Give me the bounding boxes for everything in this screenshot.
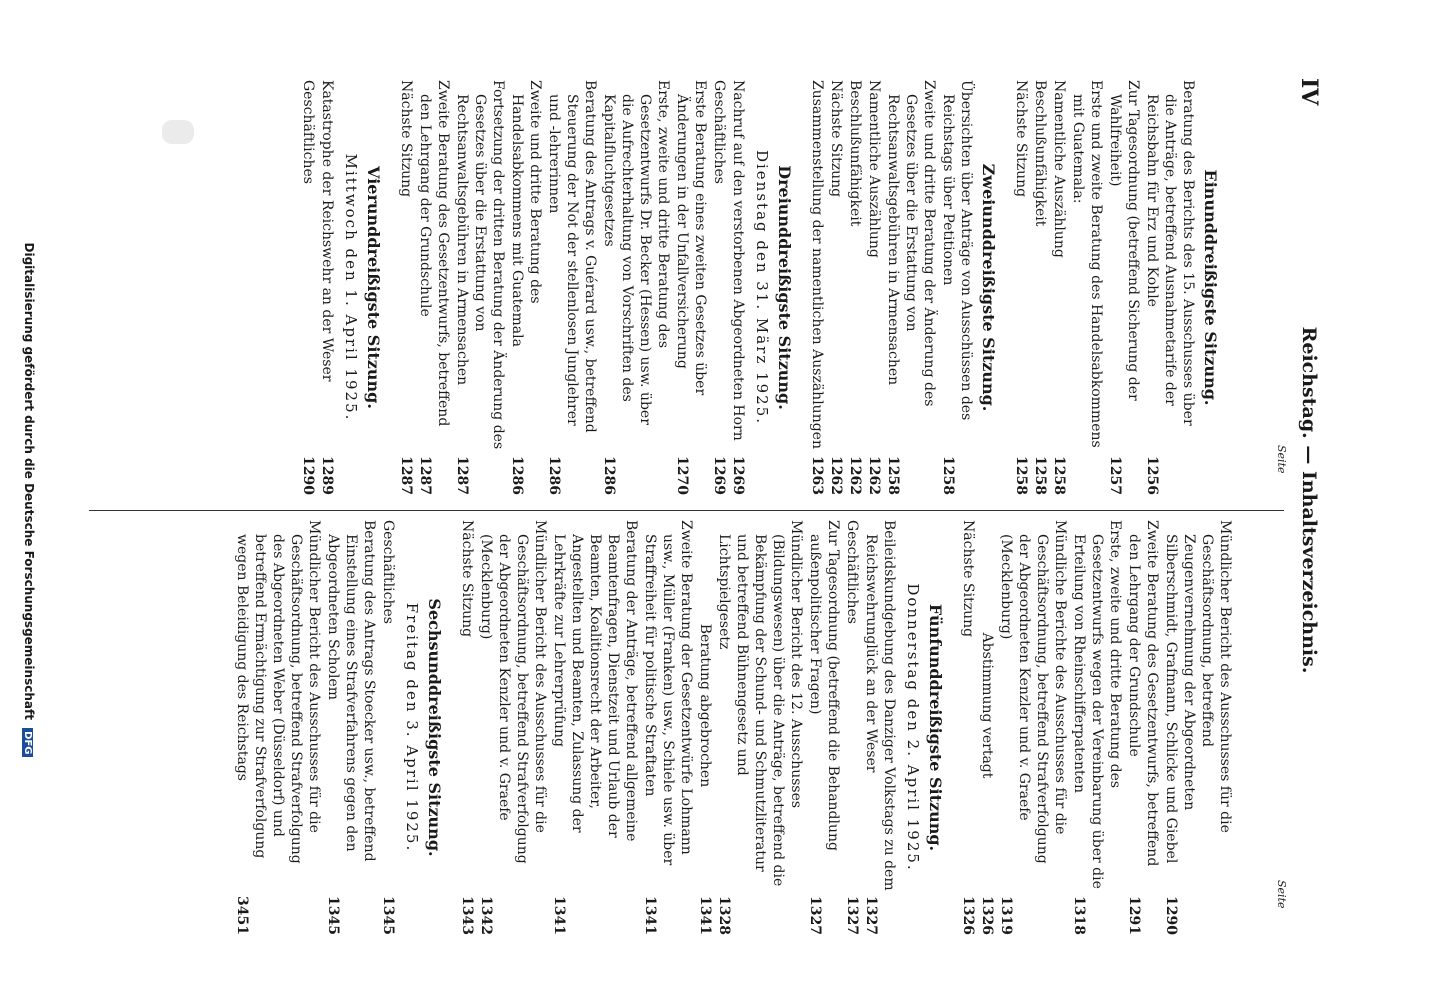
session-title: Zweiunddreißigste Sitzung. [979, 163, 998, 412]
entry-text: Nächste Sitzung [828, 80, 844, 198]
toc-entry [1069, 80, 1105, 495]
entry-page: 1287 [454, 456, 470, 495]
session-date: Dienstag den 31. März 1925. [753, 149, 771, 425]
entry-page: 1291 [1126, 896, 1142, 935]
entry-text: Geschäftliches [844, 520, 860, 624]
entry-page: 1258 [1013, 456, 1029, 495]
entry-text: Geschäftliches [300, 80, 316, 184]
entry-text: Erste Beratung eines zweiten Gesetzes über Änderungen in der Unfallversicherung [674, 80, 708, 396]
column-divider [89, 510, 1284, 511]
entry-text: Mündlicher Bericht des Ausschusses für die Geschäftsordnung, betreffend Zeugenvernehmung der Abgeordneten Silberschmidt, Grafmann, Schlicke und Giebel [1163, 520, 1233, 864]
session-date: Mittwoch den 1. April 1925. [342, 153, 360, 422]
toc-entry [729, 80, 747, 495]
entry-page: 1263 [809, 456, 825, 495]
entry-page: 1258 [1051, 456, 1067, 495]
entry-text: Erste, zweite und dritte Beratung des Gesetzentwurfs wegen der Vereinbarung über die Erteilung von Rheinschifferpatenten [1071, 520, 1123, 889]
entry-page: 1262 [866, 456, 882, 495]
entry-page: 1328 [716, 896, 732, 935]
entry-page: 1286 [601, 456, 617, 495]
entry-page: 1290 [1163, 896, 1179, 935]
toc-entry [1162, 520, 1234, 935]
entry-page: 1326 [979, 896, 995, 935]
entry-text: Namentliche Auszählung [866, 80, 882, 258]
entry-page: 1258 [940, 456, 956, 495]
entry-text: Katastrophe der Reichswehr an der Weser [319, 80, 335, 382]
session-title: Fünfunddreißigste Sitzung. [926, 603, 945, 852]
entry-text: Zweite Beratung des Gesetzentwurfs, betreffend den Lehrgang der Grundschule [417, 80, 451, 427]
toc-entry [978, 520, 996, 935]
entry-text: Beratung des Antrags Stoecker usw., betreffend Einstellung eines Strafverfahrens gegen den Abgeordneten Scholem [325, 520, 377, 862]
entry-page: 1345 [325, 896, 341, 935]
session-title: Sechsunddreißigste Sitzung. [425, 598, 444, 857]
entry-page: 1289 [319, 456, 335, 495]
entry-text: Beschlußunfähigkeit [1032, 80, 1048, 227]
toc-entry [1070, 520, 1124, 935]
toc-entry [1125, 520, 1161, 935]
toc-entry [324, 520, 378, 935]
entry-text: Beratung des Antrags v. Guérard usw., betreffend Steuerung der Not der stellenlosen Junglehrer und -lehrerinnen [546, 80, 598, 433]
entry-page: 1327 [863, 896, 879, 935]
entry-page: 1341 [551, 896, 567, 935]
entry-text: Beratung des Berichts des 15. Ausschusses über die Anträge, betreffend Ausnahmetarife der Reichsbahn für Erz und Kohle [1144, 80, 1196, 426]
entry-page: 1327 [844, 896, 860, 935]
toc-entry [843, 520, 861, 935]
session-title: Einunddreißigste Sitzung. [1201, 169, 1220, 406]
entry-page: 1326 [960, 896, 976, 935]
entry-page: 1287 [398, 456, 414, 495]
paper-stain [162, 120, 194, 144]
toc-entry [939, 80, 975, 495]
toc-entry [696, 520, 714, 935]
toc-entry [545, 80, 599, 495]
toc-entry [550, 520, 640, 935]
entry-note: Abstimmung vertagt [979, 632, 995, 779]
toc-entry [827, 80, 845, 495]
entry-page: 1341 [697, 896, 713, 935]
toc-entry [1012, 80, 1030, 495]
toc-entry [477, 520, 549, 935]
entry-page: 1269 [711, 456, 727, 495]
toc-entry [318, 80, 336, 495]
entry-text: Zweite und dritte Beratung des Handelsabkommens mit Guatemala [509, 80, 543, 347]
toc-entry [808, 80, 826, 495]
entry-page: 1342 [478, 896, 494, 935]
entry-page: 1319 [998, 896, 1014, 935]
entry-text: Nächste Sitzung [960, 520, 976, 638]
entry-text: Nächste Sitzung [398, 80, 414, 198]
entry-text: Nächste Sitzung [459, 520, 475, 638]
entry-page: 1286 [509, 456, 525, 495]
entry-page: 1257 [1107, 456, 1123, 495]
toc-entry [233, 520, 323, 935]
entry-text: Mündlicher Bericht des 12. Ausschusses (Bildungswesen) über die Anträge, betreffend die Bekämpfung der Schund- und Schmutzliteratur und betreffend Bühnengesetz und Lichtspielgesetz [716, 520, 804, 887]
entry-text: Zweite Beratung des Gesetzentwurfs, betreffend den Lehrgang der Grundschule [1126, 520, 1160, 867]
seite-label-left: Seite [1275, 445, 1288, 474]
session-date: Freitag den 3. April 1925. [403, 602, 421, 853]
toc-entry [884, 80, 938, 495]
session-title: Dreiunddreißigste Sitzung. [775, 165, 794, 410]
entry-page: 3451 [234, 896, 250, 935]
entry-text: Beratung der Anträge, betreffend allgemeine Beamtenfragen, Dienstzeit und Urlaub der Beamten, Koalitionsrecht der Arbeiter, Angestellten und Beamten, Zulassung der Lehrkräfte zur Lehrerprüfung [551, 520, 639, 842]
entry-text: Mündliche Berichte des Ausschusses für die Geschäftsordnung, betreffend Strafverfolgung der Abgeordneten Kenzler und v. Graefe (Mecklenburg) [998, 520, 1068, 864]
entry-text: Beileidskundgebung des Danziger Volkstags zu dem Reichswehrunglück an der Weser [863, 520, 897, 891]
toc-entry [715, 520, 805, 935]
toc-entry [416, 80, 452, 495]
toc-entry [397, 80, 415, 495]
entry-page: 1256 [1144, 456, 1160, 495]
toc-entry [997, 520, 1069, 935]
right-column [232, 520, 1234, 935]
entry-text: Geschäftliches [711, 80, 727, 184]
entry-text: Beschlußunfähigkeit [847, 80, 863, 227]
entry-page: 1269 [730, 456, 746, 495]
dfg-logo: DFG [22, 728, 33, 757]
page-header [1275, 0, 1322, 1000]
seite-label-right: Seite [1275, 880, 1288, 909]
footer-text: Digitalisierung gefördert durch die Deutsche Forschungsgemeinschaft [22, 242, 36, 720]
entry-page: 1345 [380, 896, 396, 935]
toc-entry [865, 80, 883, 495]
toc-entry [600, 80, 672, 495]
entry-text: Übersichten über Anträge von Ausschüssen des Reichstags über Petitionen [940, 80, 974, 421]
entry-page: 1343 [459, 896, 475, 935]
entry-page: 1327 [807, 896, 823, 935]
entry-text: Zusammenstellung der namentlichen Auszählungen [809, 80, 825, 449]
toc-entry [806, 520, 842, 935]
entry-text: Mündlicher Bericht des Ausschusses für die Geschäftsordnung, betreffend Strafverfolgung der Abgeordneten Kenzler und v. Graefe (Mecklenburg) [478, 520, 548, 864]
toc-entry [458, 520, 476, 935]
entry-page: 1287 [417, 456, 433, 495]
entry-page: 1262 [847, 456, 863, 495]
toc-entry [1143, 80, 1197, 495]
session-title: Vierunddreißigste Sitzung. [364, 166, 383, 409]
entry-page: 1258 [885, 456, 901, 495]
toc-entry [379, 520, 397, 935]
entry-page: 1341 [642, 896, 658, 935]
entry-page: 1290 [300, 456, 316, 495]
toc-entry [641, 520, 695, 935]
entry-text: Fortsetzung der dritten Beratung der Änderung des Gesetzes über die Erstattung von Rechtsanwaltsgebühren in Armensachen [454, 80, 506, 450]
toc-entry [673, 80, 709, 495]
entry-page: 1258 [1032, 456, 1048, 495]
toc-entry [959, 520, 977, 935]
toc-entry [846, 80, 864, 495]
toc-entry [1050, 80, 1068, 495]
entry-text: Erste, zweite und dritte Beratung des Gesetzentwurfs Dr. Becker (Hessen) usw. über die Aufrechterhaltung von Vorschriften des Kapitalfluchtgesetzes [601, 80, 671, 425]
entry-text: Nächste Sitzung [1013, 80, 1029, 198]
entry-text: Namentliche Auszählung [1051, 80, 1067, 258]
entry-page: 1318 [1071, 896, 1087, 935]
entry-text: Mündlicher Bericht des Ausschusses für die Geschäftsordnung, betreffend Strafverfolgung des Abgeordneten Weber (Düsseldorf) und betreffend Ermächtigung zur Strafverfolgung wegen Beleidigung des Reichstags [234, 520, 322, 864]
toc-entry [453, 80, 507, 495]
entry-text: Nachruf auf den verstorbenen Abgeordneten Horn [730, 80, 746, 441]
page-title: Reichstag. — Inhaltsverzeichnis. [1298, 326, 1320, 674]
entry-text: Zur Tagesordnung (betreffend die Behandlung außenpolitischer Fragen) [807, 520, 841, 851]
toc-entry [299, 80, 317, 495]
entry-text: Zur Tagesordnung (betreffend Sicherung der Wahlfreiheit) [1107, 80, 1141, 401]
toc-entry [1106, 80, 1142, 495]
entry-page: 1262 [828, 456, 844, 495]
entry-text: Erste und zweite Beratung des Handelsabkommens mit Guatemala: [1070, 80, 1104, 448]
entry-note: Beratung abgebrochen [697, 623, 713, 788]
toc-entry [710, 80, 728, 495]
footer [22, 0, 36, 1000]
entry-text: Zweite und dritte Beratung der Änderung des Gesetzes über die Erstattung von Rechtsanwaltsgebühren in Armensachen [885, 80, 937, 407]
entry-text: Zweite Beratung der Gesetzentwürfe Lohmann usw., Müller (Franken) usw., Schiele usw. über Straffreiheit für politische Straftaten [642, 520, 694, 866]
entry-text: Geschäftliches [380, 520, 396, 624]
entry-page: 1270 [674, 456, 690, 495]
toc-entry [508, 80, 544, 495]
page-number: IV [1296, 78, 1322, 106]
toc-entry [1031, 80, 1049, 495]
entry-page: 1286 [546, 456, 562, 495]
session-date: Donnerstag den 2. April 1925. [904, 583, 922, 872]
left-column [298, 80, 1234, 495]
toc-entry [862, 520, 898, 935]
